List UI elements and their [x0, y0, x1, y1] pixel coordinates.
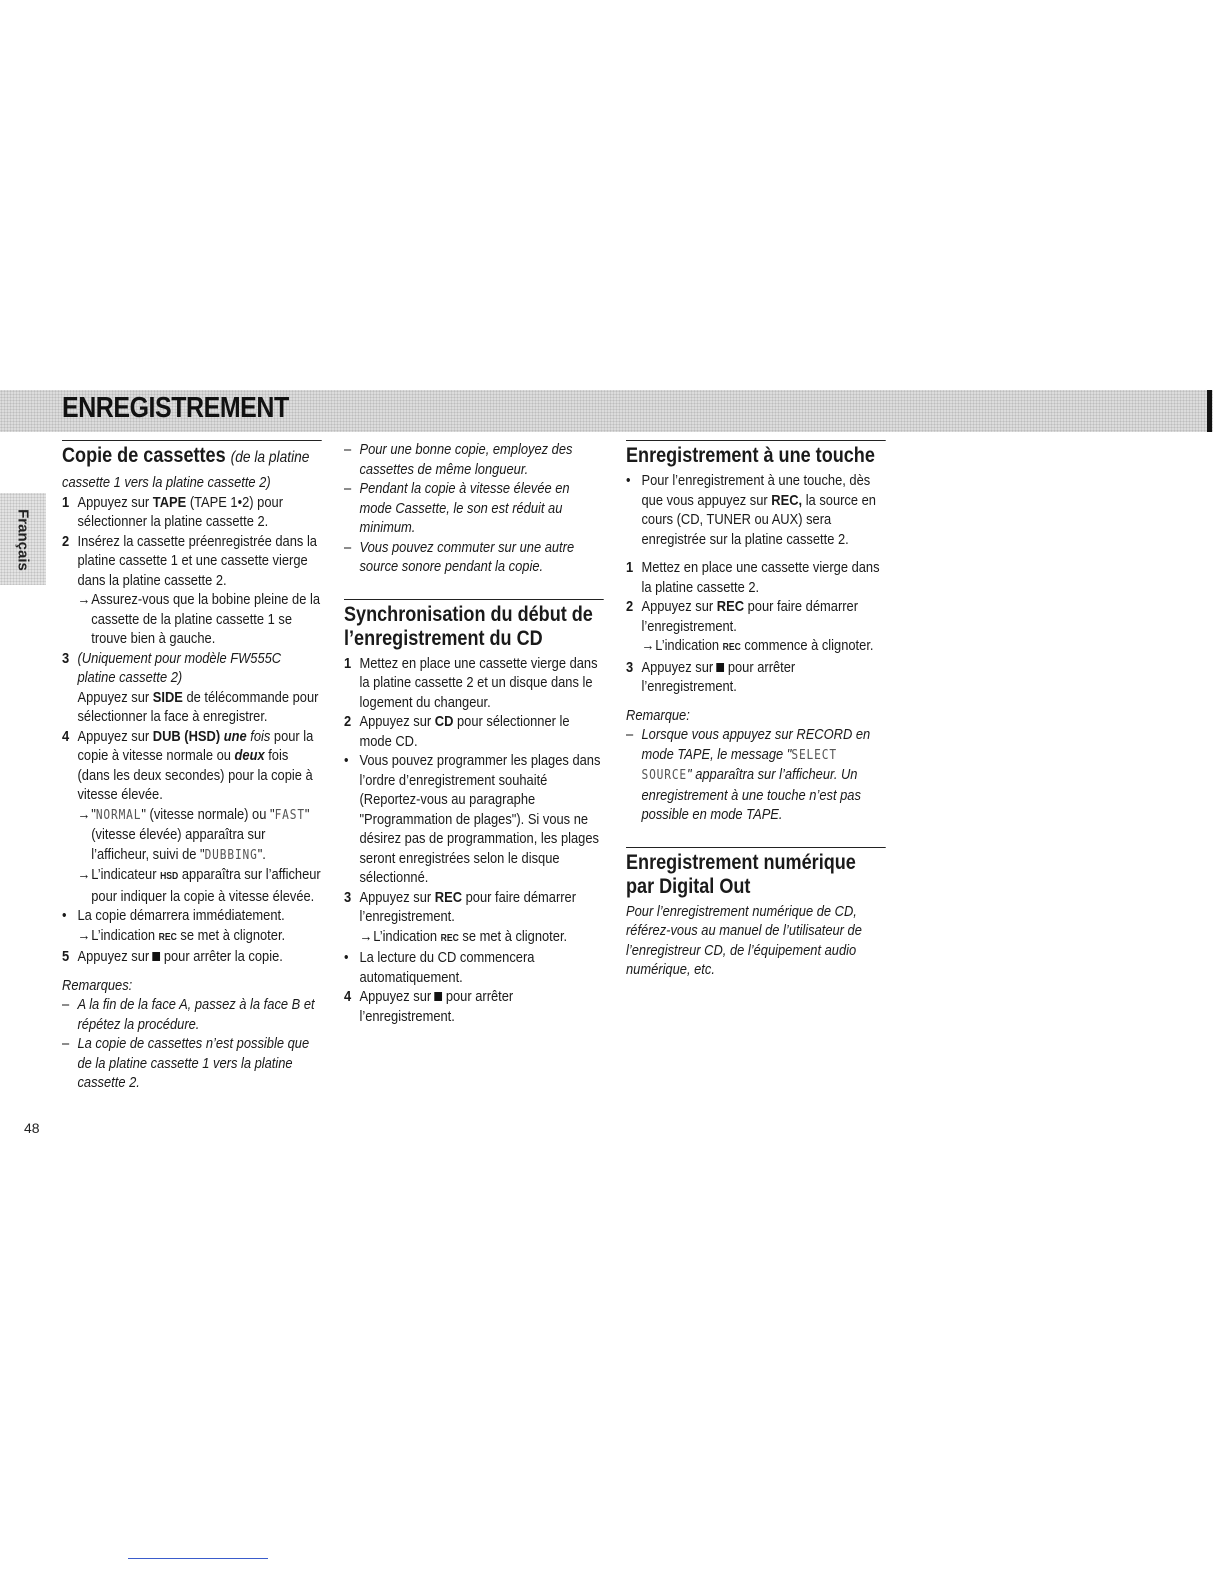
arrow-icon: → — [77, 926, 91, 944]
arrow-icon: → — [359, 927, 373, 945]
section-rule — [626, 847, 886, 848]
step: 3 (Uniquement pour modèle FW555C platine cassette 2) Appuyez sur SIDE de télécommande pour sélectionner la face à enregistrer. — [62, 649, 319, 725]
result-line: → L’indication REC commence à clignoter. — [626, 636, 886, 658]
step: 2 Insérez la cassette préenregistrée dans la platine cassette 1 et une cassette vierge dans la platine cassette 2. — [62, 532, 317, 589]
stop-icon — [153, 952, 161, 961]
arrow-icon: → — [77, 805, 91, 823]
section-heading: Enregistrement numérique par Digital Out — [626, 850, 856, 898]
note-item: – Vous pouvez commuter sur une autre source sonore pendant la copie. — [344, 538, 575, 575]
step: 3 Appuyez sur REC pour faire démarrer l’enregistrement. — [344, 888, 577, 925]
step: 4 Appuyez sur pour arrêter l’enregistrement. — [344, 988, 514, 1025]
bullet-item: • Vous pouvez programmer les plages dans l’ordre d’enregistrement souhaité (Reportez-vous au paragraphe "Programmation de plages"). Si vous ne désirez pas de programmation, les plages seront enregistrées selon le disque sélectionné. — [344, 752, 601, 886]
step: 1 Appuyez sur TAPE (TAPE 1•2) pour sélectionner la platine cassette 2. — [62, 493, 283, 530]
header-edge-bar — [1207, 390, 1212, 432]
bullet-icon: • — [344, 752, 349, 769]
bullet-icon: • — [626, 472, 631, 489]
result-line: → L’indication REC se met à clignoter. — [62, 926, 322, 948]
bullet-item: • La lecture du CD commencera automatiquement. — [344, 949, 535, 986]
arrow-icon: → — [77, 866, 91, 883]
section-rule — [344, 599, 604, 600]
note-item: – A la fin de la face A, passez à la face B et répétez la procédure. — [62, 996, 315, 1033]
page-title: ENREGISTREMENT — [62, 392, 289, 424]
column-enregistrement-une-touche — [626, 440, 888, 980]
arrow-icon: → — [77, 591, 91, 608]
result-line: → "NORMAL" (vitesse normale) ou "FAST" (vitesse élevée) apparaîtra sur l’afficheur, suivi de "DUBBING". — [62, 805, 322, 866]
bullet-item: • Pour l’enregistrement à une touche, dès que vous appuyez sur REC, la source en cours (CD, TUNER ou AUX) sera enregistrée sur la platine cassette 2. — [626, 472, 876, 548]
bullet-item: • La copie démarrera immédiatement. — [62, 907, 285, 924]
section-heading: Enregistrement à une touche — [626, 444, 875, 467]
footer-line — [128, 1558, 268, 1559]
section-heading: Synchronisation du début de l’enregistrement du CD — [344, 602, 593, 650]
section-paragraph: Pour l’enregistrement numérique de CD, référez-vous au manuel de l’utilisateur de l’enregistreur CD, de l’équipement audio numérique, etc. — [626, 902, 862, 978]
bullet-icon: • — [62, 907, 67, 924]
column-copie-de-cassettes — [62, 440, 322, 1093]
step: 3 Appuyez sur pour arrêter l’enregistrement. — [626, 658, 796, 695]
step: 4 Appuyez sur DUB (HSD) une fois pour la copie à vitesse normale ou deux fois (dans les deux secondes) pour la copie à vitesse élevée. — [62, 727, 314, 803]
section-rule — [62, 440, 322, 441]
stop-icon — [717, 663, 725, 672]
step: 2 Appuyez sur CD pour sélectionner le mode CD. — [344, 713, 570, 750]
column-synchronisation — [344, 440, 606, 1026]
step: 2 Appuyez sur REC pour faire démarrer l’enregistrement. — [626, 598, 859, 635]
result-line: → L’indicateur HSD apparaîtra sur l’afficheur pour indiquer la copie à vitesse élevée. — [77, 866, 321, 905]
step: 5 Appuyez sur pour arrêter la copie. — [62, 948, 283, 965]
step: 1 Mettez en place une cassette vierge dans la platine cassette 2 et un disque dans le logement du changeur. — [344, 654, 598, 711]
stop-icon — [435, 992, 443, 1001]
language-tab-label: Français — [14, 509, 32, 571]
note-item: – Pour une bonne copie, employez des cassettes de même longueur. — [344, 441, 573, 478]
result-line: → L’indication REC se met à clignoter. — [344, 927, 604, 949]
note-title: Remarque: — [626, 706, 690, 724]
notes-title: Remarques: — [62, 976, 133, 994]
result-line: → Assurez-vous que la bobine pleine de la cassette de la platine cassette 1 se trouve bien à gauche. — [77, 591, 321, 647]
section-subheading: cassette 1 vers la platine cassette 2) — [62, 474, 271, 491]
page-number: 48 — [24, 1120, 40, 1136]
note-item: – Pendant la copie à vitesse élevée en mode Cassette, le son est réduit au minimum. — [344, 480, 570, 536]
arrow-icon: → — [641, 637, 655, 654]
step: 1 Mettez en place une cassette vierge dans la platine cassette 2. — [626, 559, 880, 596]
note-item: – La copie de cassettes n’est possible que de la platine cassette 1 vers la platine cassette 2. — [62, 1035, 310, 1091]
section-rule — [626, 440, 886, 441]
bullet-icon: • — [344, 949, 349, 966]
section-heading: Copie de cassettes (de la platine — [62, 444, 310, 467]
note-item: – Lorsque vous appuyez sur RECORD en mode TAPE, le message "SELECT SOURCE" apparaîtra sur l’afficheur. Un enregistrement à une touche n’est pas possible en mode TAPE. — [626, 726, 871, 823]
